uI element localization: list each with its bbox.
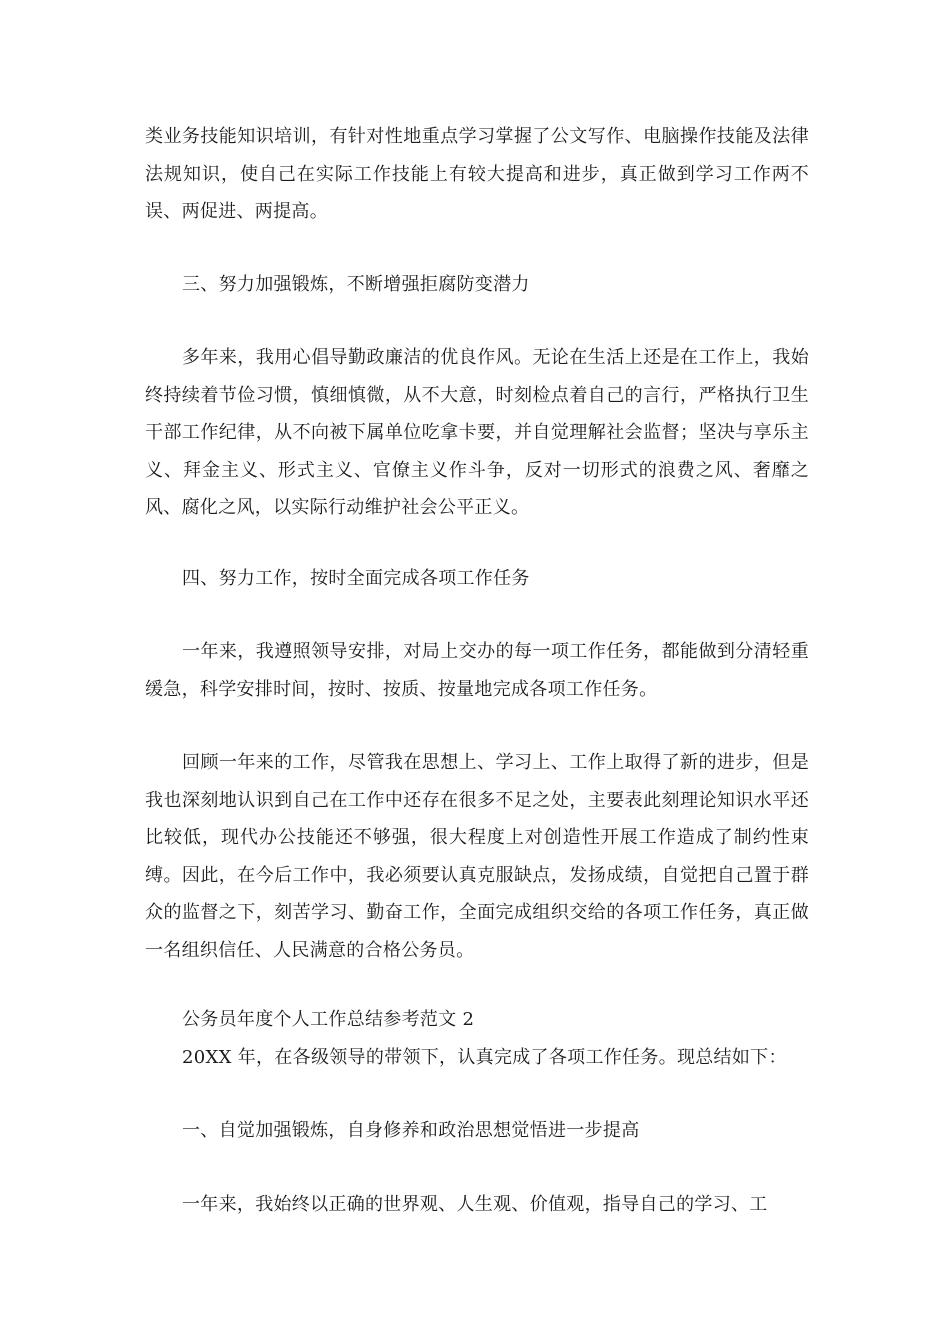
article-title-2: 公务员年度个人工作总结参考范文 2 <box>182 1009 475 1030</box>
section-heading-1: 一、自觉加强锻炼，自身修养和政治思想觉悟进一步提高 <box>182 1120 640 1141</box>
paragraph-review: 回顾一年来的工作，尽管我在思想上、学习上、工作上取得了新的进步，但是我也深刻地认识到自己在工作中还存在很多不足之处，主要表此刻理论知识水平还比较低，现代办公技能还不够强，很大程度上对创造性开展工作造成了制约性束缚。因此，在今后工作中，我必须要认真克服缺点，发扬成绩，自觉把自己置于群众的监督之下，刻苦学习、勤奋工作，全面完成组织交给的各项工作任务，真正做一名组织信任、人民满意的合格公务员。 <box>145 752 809 961</box>
section-heading-3: 三、努力加强锻炼，不断增强拒腐防变潜力 <box>182 274 530 295</box>
intro-paragraph-2: 20XX 年，在各级领导的带领下，认真完成了各项工作任务。现总结如下： <box>182 1047 787 1068</box>
paragraph-tasks: 一年来，我遵照领导安排，对局上交办的每一项工作任务，都能做到分清轻重缓急，科学安排时间，按时、按质、按量地完成各项工作任务。 <box>145 641 809 700</box>
paragraph-integrity: 多年来，我用心倡导勤政廉洁的优良作风。无论在生活上还是在工作上，我始终持续着节俭习惯，慎细慎微，从不大意，时刻检点着自己的言行，严格执行卫生干部工作纪律，从不向被下属单位吃拿卡要，并自觉理解社会监督；坚决与享乐主义、拜金主义、形式主义、官僚主义作斗争，反对一切形式的浪费之风、奢靡之风、腐化之风，以实际行动维护社会公平正义。 <box>145 347 809 519</box>
section-heading-4: 四、努力工作，按时全面完成各项工作任务 <box>182 568 530 589</box>
paragraph-training: 类业务技能知识培训，有针对性地重点学习掌握了公文写作、电脑操作技能及法律法规知识，使自己在实际工作技能上有较大提高和进步，真正做到学习工作两不误、两促进、两提高。 <box>145 126 809 223</box>
paragraph-worldview: 一年来，我始终以正确的世界观、人生观、价值观，指导自己的学习、工 <box>182 1194 768 1215</box>
